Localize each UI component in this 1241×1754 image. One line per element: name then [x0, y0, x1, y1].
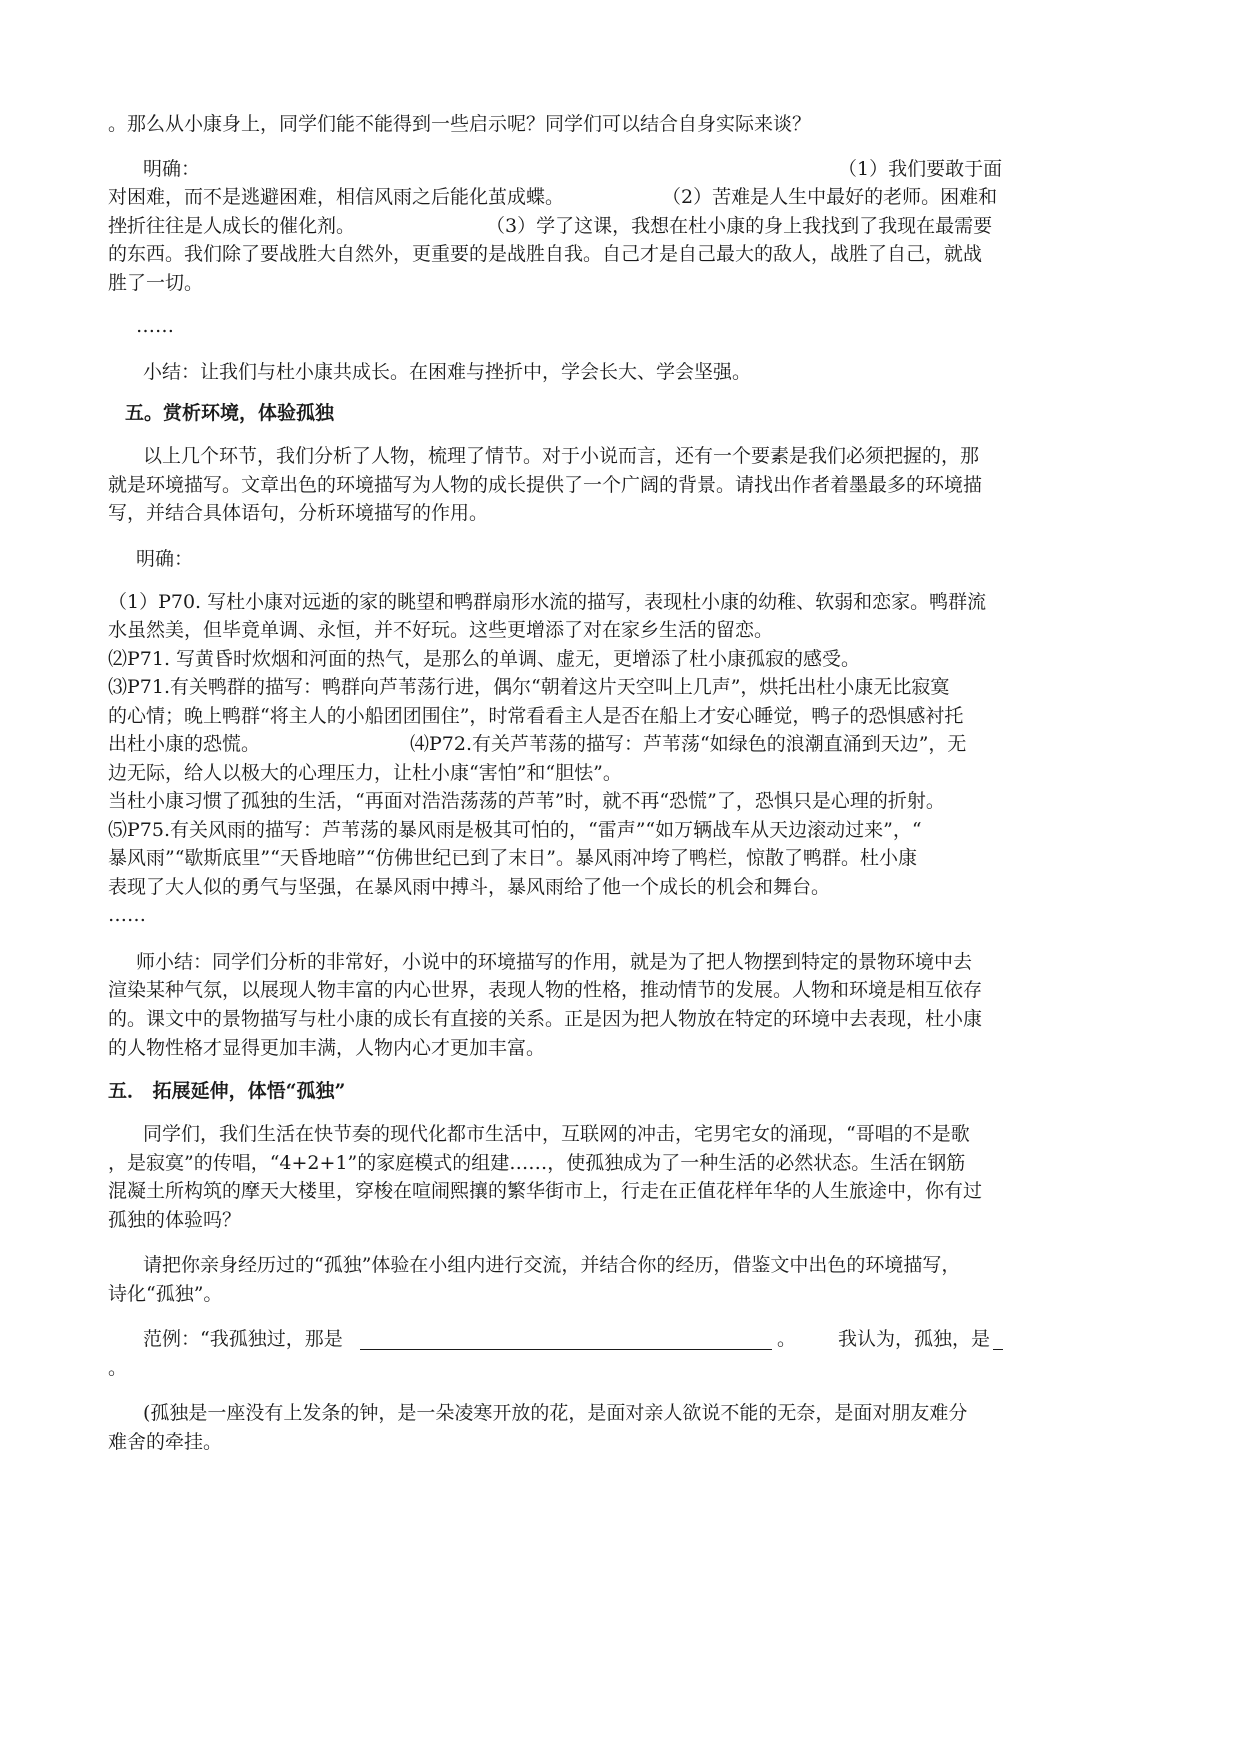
example-prompt: 。: [108, 1357, 128, 1379]
clarification-label: 明确：: [136, 548, 194, 570]
summary-line: 的人物性格才显得更加丰满，人物内心才更加丰富。: [108, 1037, 546, 1059]
ellipsis: ……: [108, 904, 146, 926]
list-item: ⑶P71.有关鸭群的描写：鸭群向芦苇荡行进，偶尔“朝着这片天空叫上几声”，烘托出杜小康无比寂寞: [108, 676, 950, 698]
list-item: 边无际，给人以极大的心理压力，让杜小康“害怕”和“胆怯”。: [108, 762, 622, 784]
answer-line: 的东西。我们除了要战胜大自然外，更重要的是战胜自我。自己才是自己最大的敌人，战胜了自己，就战: [108, 243, 983, 265]
answer-line: （3）学了这课，我想在杜小康的身上我找到了我现在最需要: [486, 215, 993, 237]
example-prompt: 我认为，孤独，是: [838, 1328, 991, 1350]
fill-blank-line: [360, 1327, 772, 1350]
list-item: ⑸P75.有关风雨的描写：芦苇荡的暴风雨是极其可怕的，“雷声”“如万辆战车从天边滚动过来”，“: [108, 819, 922, 841]
paragraph-line: 孤独的体验吗？: [108, 1209, 242, 1231]
example-prompt: 。: [777, 1328, 797, 1350]
paragraph-line: 写，并结合具体语句，分析环境描写的作用。: [108, 502, 489, 524]
section-heading: 五． 拓展延伸，体悟“孤独”: [108, 1080, 346, 1102]
list-item: 表现了大人似的勇气与坚强，在暴风雨中搏斗，暴风雨给了他一个成长的机会和舞台。: [108, 876, 831, 898]
list-item: 当杜小康习惯了孤独的生活，“再面对浩浩荡荡的芦苇”时，就不再“恐慌”了，恐惧只是心理的折射。: [108, 790, 945, 812]
paragraph-line: 。那么从小康身上，同学们能不能得到一些启示呢？同学们可以结合自身实际来谈？: [108, 113, 812, 135]
answer-line: 胜了一切。: [108, 272, 204, 294]
list-item: ⑷P72.有关芦苇荡的描写：芦苇荡“如绿色的浪潮直涌到天边”，无: [410, 733, 967, 755]
answer-line: （2）苦难是人生中最好的老师。困难和: [662, 186, 998, 208]
paragraph-line: 以上几个环节，我们分析了人物，梳理了情节。对于小说而言，还有一个要素是我们必须把握的，那: [143, 445, 980, 467]
fill-blank-line: [993, 1327, 1003, 1350]
example-prompt: 范例：“我孤独过，那是: [143, 1328, 343, 1350]
summary-line: 小结：让我们与杜小康共成长。在困难与挫折中，学会长大、学会坚强。: [143, 361, 752, 383]
summary-line: 师小结：同学们分析的非常好，小说中的环境描写的作用，就是为了把人物摆到特定的景物环境中去: [136, 951, 973, 973]
paragraph-line: 混凝土所构筑的摩天大楼里，穿梭在喧闹熙攘的繁华街市上，行走在正值花样年华的人生旅途中，你有过: [108, 1180, 983, 1202]
summary-line: 的。课文中的景物描写与杜小康的成长有直接的关系。正是因为把人物放在特定的环境中去表现，杜小康: [108, 1008, 983, 1030]
list-item: （1）P70. 写杜小康对远逝的家的眺望和鸭群扇形水流的描写，表现杜小康的幼稚、软弱和恋家。鸭群流: [108, 591, 987, 613]
list-item: 暴风雨”“歇斯底里”“天昏地暗”“仿佛世纪已到了末日”。暴风雨冲垮了鸭栏，惊散了鸭群。杜小康: [108, 847, 917, 869]
paragraph-line: (孤独是一座没有上发条的钟，是一朵凌寒开放的花，是面对亲人欲说不能的无奈，是面对朋友难分: [143, 1402, 968, 1424]
paragraph-line: 同学们，我们生活在快节奏的现代化都市生活中，互联网的冲击，宅男宅女的涌现，“哥唱的不是歌: [143, 1123, 970, 1145]
answer-line: 挫折往往是人成长的催化剂。: [108, 215, 356, 237]
answer-line: （1）我们要敢于面: [838, 158, 1003, 180]
paragraph-line: 就是环境描写。文章出色的环境描写为人物的成长提供了一个广阔的背景。请找出作者着墨最多的环境描: [108, 474, 983, 496]
answer-line: 对困难，而不是逃避困难，相信风雨之后能化茧成蝶。: [108, 186, 565, 208]
list-item: ⑵P71. 写黄昏时炊烟和河面的热气，是那么的单调、虚无，更增添了杜小康孤寂的感受。: [108, 648, 861, 670]
paragraph-line: 诗化“孤独”。: [108, 1283, 223, 1305]
list-item: 的心情；晚上鸭群“将主人的小船团团围住”，时常看看主人是否在船上才安心睡觉，鸭子的恐惧感衬托: [108, 705, 964, 727]
list-item: 水虽然美，但毕竟单调、永恒，并不好玩。这些更增添了对在家乡生活的留恋。: [108, 619, 774, 641]
section-heading: 五。赏析环境，体验孤独: [125, 402, 335, 424]
paragraph-line: 请把你亲身经历过的“孤独”体验在小组内进行交流，并结合你的经历，借鉴文中出色的环境描写，: [143, 1254, 961, 1276]
paragraph-line: 难舍的牵挂。: [108, 1431, 223, 1453]
paragraph-line: ，是寂寞”的传唱，“4+2+1”的家庭模式的组建……，使孤独成为了一种生活的必然状态。生活在钢筋: [108, 1152, 966, 1174]
clarification-label: 明确：: [143, 158, 201, 180]
summary-line: 渲染某种气氛，以展现人物丰富的内心世界，表现人物的性格，推动情节的发展。人物和环境是相互依存: [108, 979, 983, 1001]
list-item: 出杜小康的恐慌。: [108, 733, 261, 755]
ellipsis: ……: [136, 315, 174, 337]
